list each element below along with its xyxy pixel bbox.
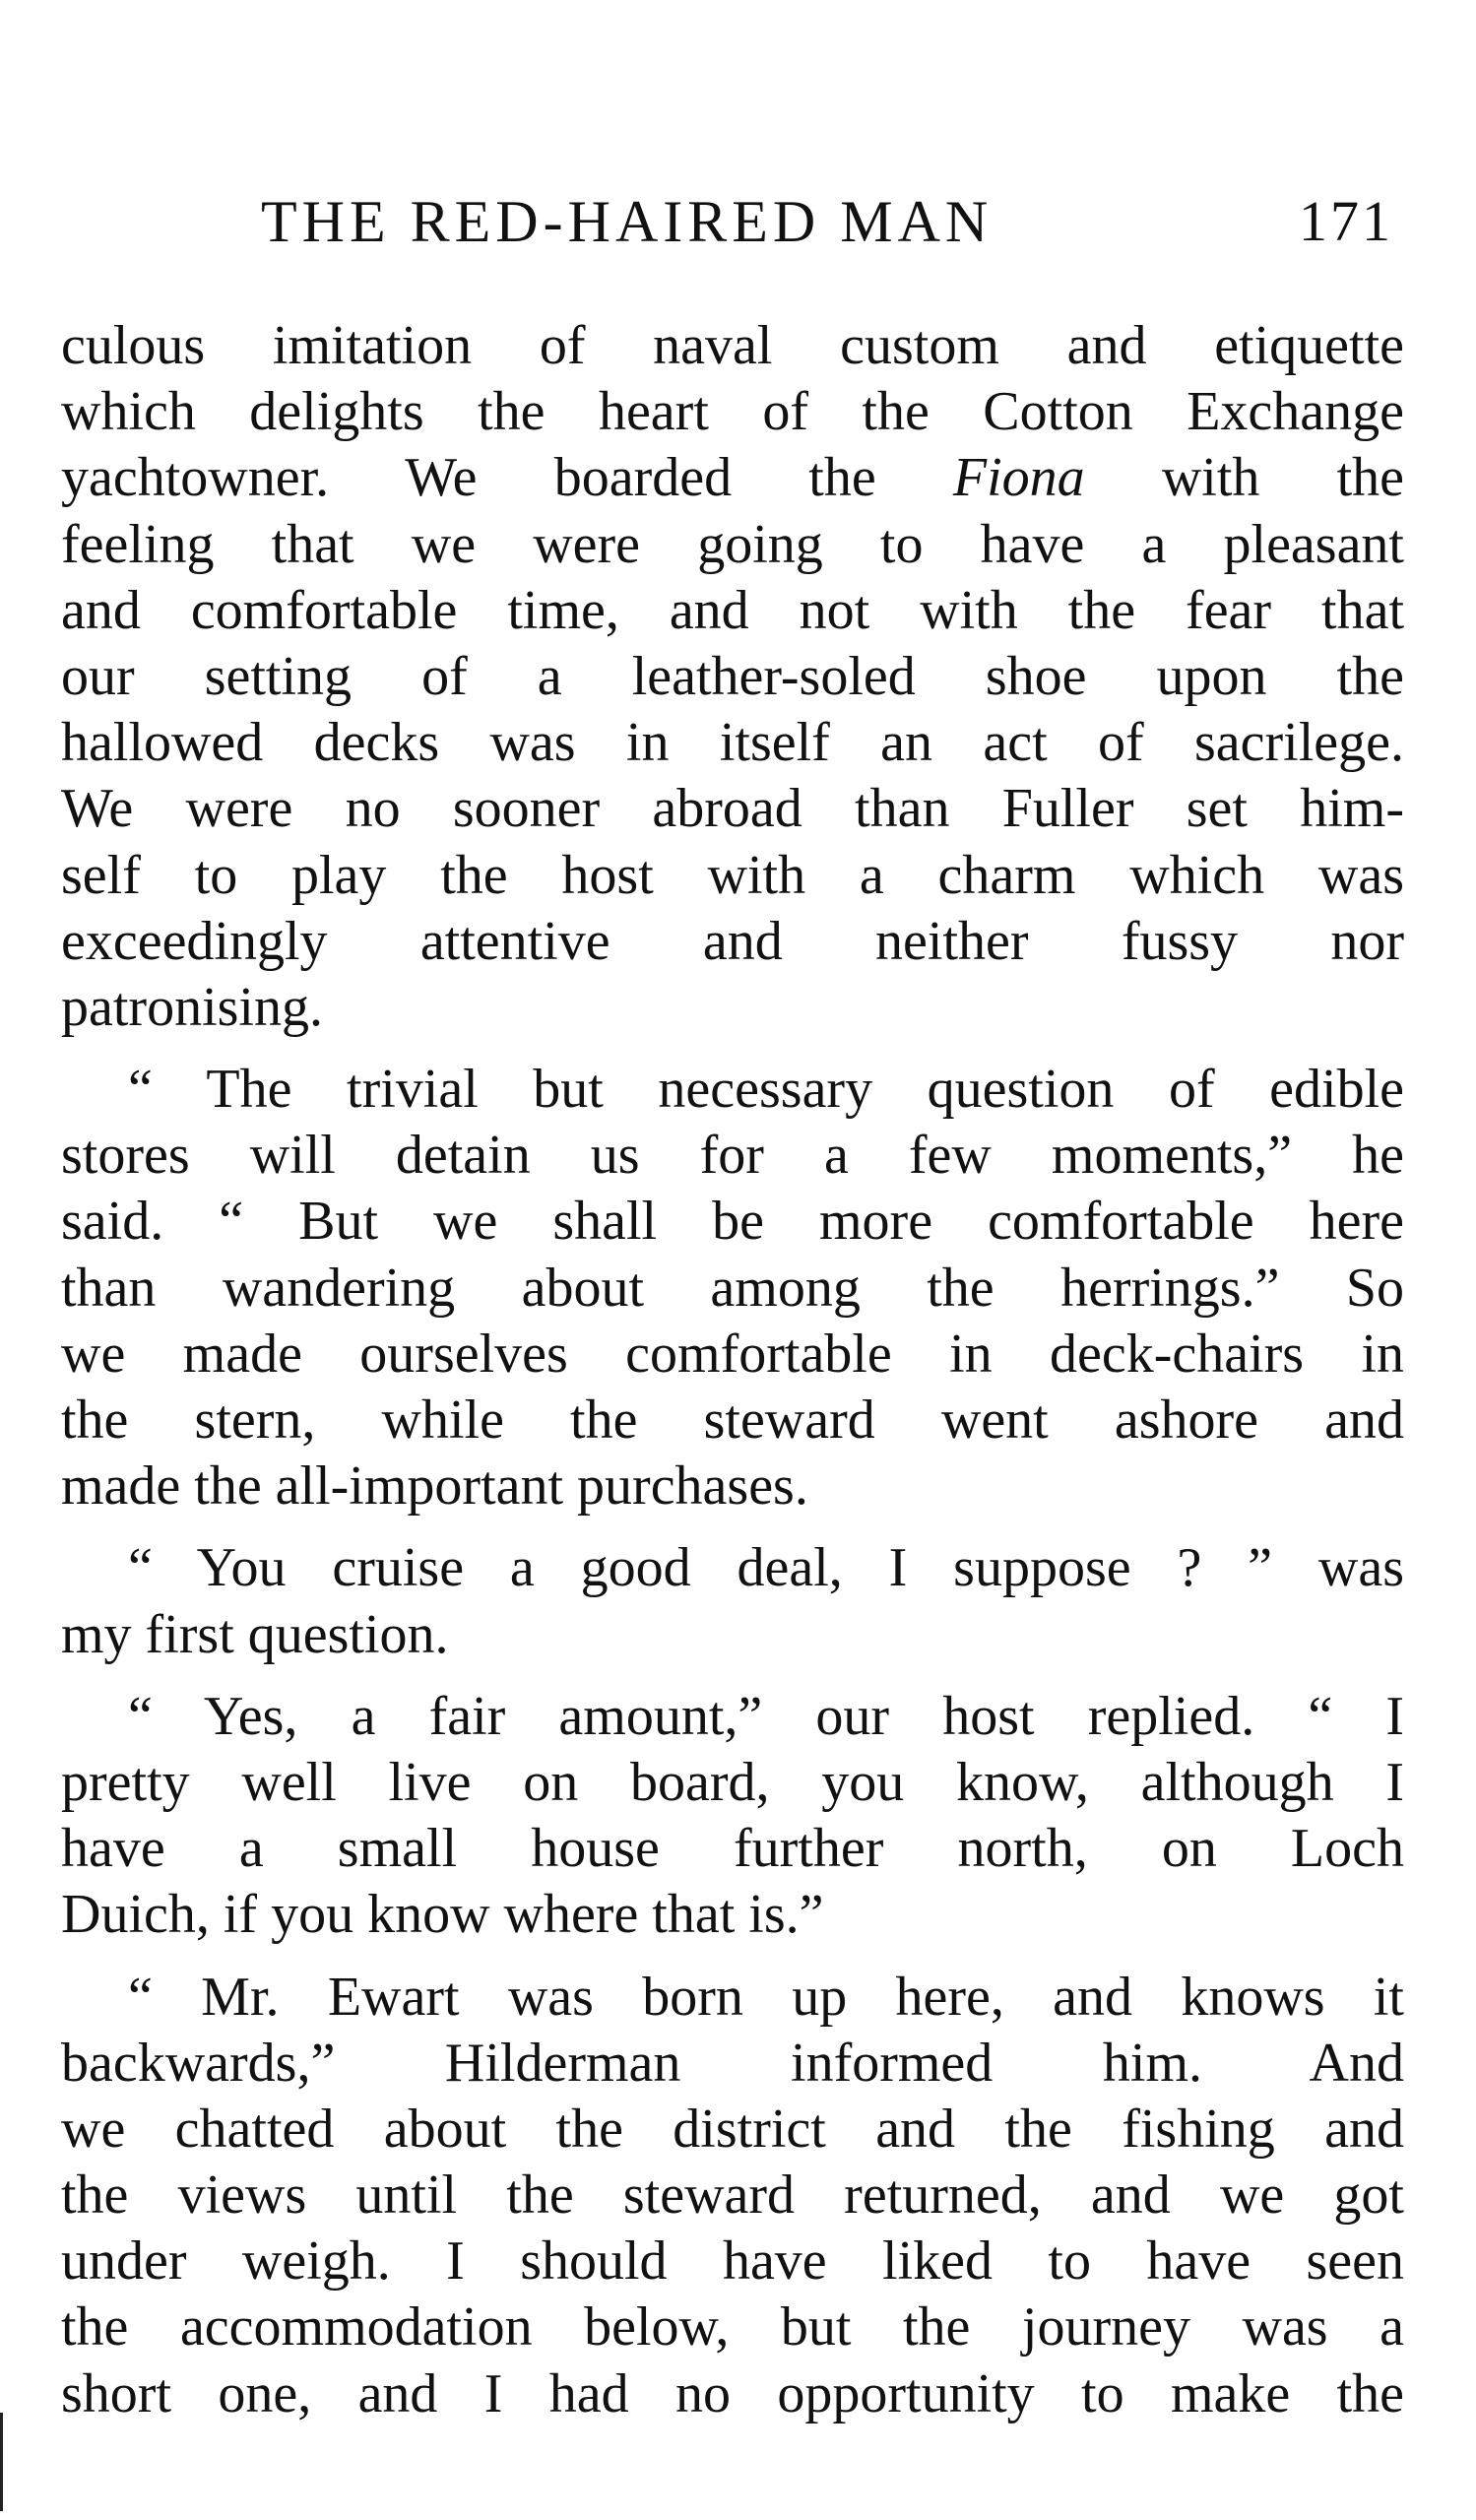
text-line: have a small house further north, on Loch	[61, 1818, 1404, 1880]
paragraph	[61, 1684, 1404, 1949]
ship-name: Fiona	[952, 447, 1085, 509]
text-line: which delights the heart of the Cotton Exchange	[61, 381, 1404, 443]
text-line: hallowed decks was in itself an act of sacrilege.	[61, 712, 1404, 774]
text-line: pretty well live on board, you know, although I	[61, 1751, 1404, 1813]
text-line: said. “ But we shall be more comfortable here	[61, 1191, 1404, 1253]
text-line: patronising.	[61, 976, 323, 1038]
running-head	[261, 182, 1393, 261]
text-line: stores will detain us for a few moments,” he	[61, 1125, 1404, 1187]
paragraph	[61, 1535, 1404, 1667]
text-line: short one, and I had no opportunity to make the	[61, 2362, 1404, 2424]
text-line: the views until the steward returned, and we got	[61, 2165, 1404, 2227]
text-line: We were no sooner abroad than Fuller set him-	[61, 778, 1404, 840]
text-line: self to play the host with a charm which was	[61, 844, 1404, 906]
paragraph	[61, 1965, 1404, 2427]
text-line: yachtowner. We boarded the Fiona with the	[61, 447, 1404, 509]
body-text	[61, 313, 1404, 2427]
text-line: our setting of a leather-soled shoe upon the	[61, 645, 1404, 707]
running-title: THE RED-HAIRED MAN	[261, 189, 994, 254]
text-line: Duich, if you know where that is.”	[61, 1884, 824, 1946]
text-line: under weigh. I should have liked to have seen	[61, 2230, 1404, 2293]
text-line: and comfortable time, and not with the fear that	[61, 579, 1404, 641]
text-line: we chatted about the district and the fishing and	[61, 2098, 1404, 2160]
text-line: the accommodation below, but the journey was a	[61, 2296, 1404, 2358]
text-line: feeling that we were going to have a pleasant	[61, 513, 1404, 575]
page-number: 171	[1299, 189, 1393, 253]
text-line: my first question.	[61, 1603, 449, 1665]
text-line: “ The trivial but necessary question of edible	[128, 1059, 1404, 1121]
text-line: culous imitation of naval custom and etiquette	[61, 315, 1404, 376]
text-line: backwards,” Hilderman informed him. And	[61, 2032, 1404, 2094]
scan-margin-mark	[0, 2413, 3, 2511]
text-line: “ You cruise a good deal, I suppose ? ” was	[128, 1537, 1404, 1599]
text-line: made the all-important purchases.	[61, 1455, 808, 1518]
text-line: “ Yes, a fair amount,” our host replied. “ I	[128, 1685, 1404, 1747]
text-line: than wandering about among the herrings.” So	[61, 1257, 1404, 1319]
text-line: exceedingly attentive and neither fussy nor	[61, 910, 1404, 972]
text-line: “ Mr. Ewart was born up here, and knows it	[128, 1966, 1404, 2028]
paragraph	[61, 313, 1404, 1041]
text-line: the stern, while the steward went ashore and	[61, 1389, 1404, 1451]
paragraph	[61, 1057, 1404, 1519]
text-line: we made ourselves comfortable in deck-chairs in	[61, 1323, 1404, 1385]
